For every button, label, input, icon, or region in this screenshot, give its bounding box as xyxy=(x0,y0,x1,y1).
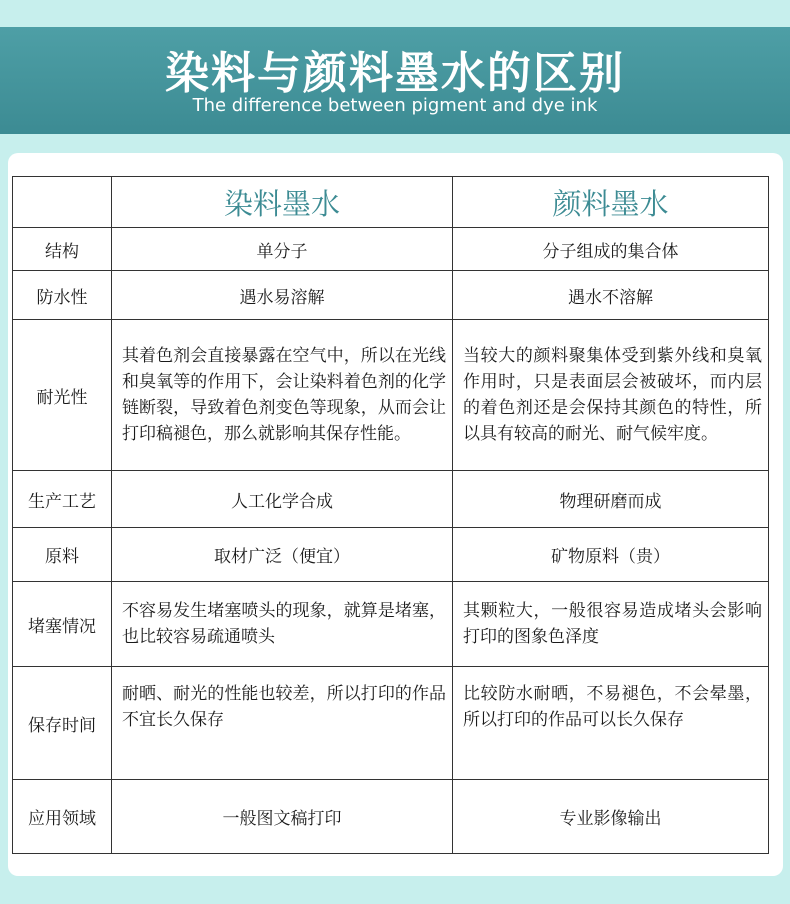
pigment-cell: 当较大的颜料聚集体受到紫外线和臭氧作用时，只是表面层会被破坏，而内层的着色剂还是会保持其颜色的特性，所以具有较高的耐光、耐气候牢度。 xyxy=(453,320,769,471)
dye-cell: 一般图文稿打印 xyxy=(112,780,453,854)
table-row xyxy=(13,780,769,854)
row-label: 防水性 xyxy=(13,271,112,320)
row-label: 结构 xyxy=(13,228,112,271)
table-row xyxy=(13,667,769,780)
table-row xyxy=(13,471,769,528)
pigment-cell: 比较防水耐晒，不易褪色，不会晕墨，所以打印的作品可以长久保存 xyxy=(453,667,769,780)
page-title: 染料与颜料墨水的区别 xyxy=(165,48,625,99)
table-row xyxy=(13,228,769,271)
table-row xyxy=(13,528,769,582)
header-pigment-ink: 颜料墨水 xyxy=(453,177,769,228)
page-subtitle: The difference between pigment and dye ink xyxy=(192,95,598,116)
title-banner xyxy=(0,27,790,134)
pigment-cell: 矿物原料（贵） xyxy=(453,528,769,582)
dye-cell: 其着色剂会直接暴露在空气中，所以在光线和臭氧等的作用下，会让染料着色剂的化学链断裂，导致着色剂变色等现象，从而会让打印稿褪色，那么就影响其保存性能。 xyxy=(112,320,453,471)
pigment-cell: 专业影像输出 xyxy=(453,780,769,854)
row-label: 耐光性 xyxy=(13,320,112,471)
pigment-cell: 物理研磨而成 xyxy=(453,471,769,528)
header-corner-cell xyxy=(13,177,112,228)
pigment-cell: 分子组成的集合体 xyxy=(453,228,769,271)
header-dye-ink: 染料墨水 xyxy=(112,177,453,228)
dye-cell: 遇水易溶解 xyxy=(112,271,453,320)
pigment-cell: 其颗粒大，一般很容易造成堵头会影响打印的图象色泽度 xyxy=(453,582,769,667)
table-header-row xyxy=(13,177,769,228)
dye-cell: 单分子 xyxy=(112,228,453,271)
dye-cell: 不容易发生堵塞喷头的现象，就算是堵塞，也比较容易疏通喷头 xyxy=(112,582,453,667)
table-row xyxy=(13,582,769,667)
comparison-table xyxy=(12,176,769,854)
row-label: 原料 xyxy=(13,528,112,582)
row-label: 堵塞情况 xyxy=(13,582,112,667)
dye-cell: 人工化学合成 xyxy=(112,471,453,528)
row-label: 生产工艺 xyxy=(13,471,112,528)
table-row xyxy=(13,320,769,471)
dye-cell: 取材广泛（便宜） xyxy=(112,528,453,582)
row-label: 应用领域 xyxy=(13,780,112,854)
table-row xyxy=(13,271,769,320)
dye-cell: 耐晒、耐光的性能也较差，所以打印的作品不宜长久保存 xyxy=(112,667,453,780)
row-label: 保存时间 xyxy=(13,667,112,780)
pigment-cell: 遇水不溶解 xyxy=(453,271,769,320)
